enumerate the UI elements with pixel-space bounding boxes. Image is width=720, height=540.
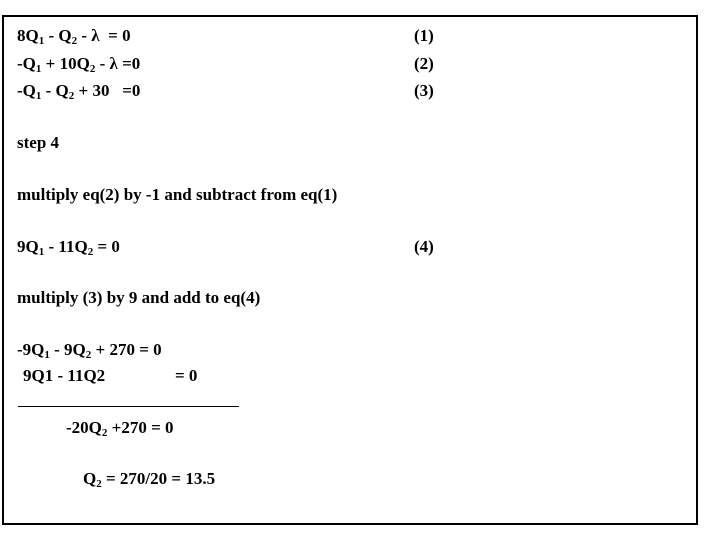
work-line-1: $-9Q_1 - 9Q_2 + 270 = 0$ (17, 340, 162, 361)
step-title: step 4 (17, 133, 60, 152)
work-line-2: 9Q1 - 11Q2 (23, 366, 106, 385)
equation-3-number: (3) (414, 81, 434, 100)
instruction-2: multiply (3) by 9 and add to eq(4) (17, 288, 261, 307)
result-line: $Q_2 = 270/20 = 13.5$ (83, 469, 216, 490)
equation-2-number: (2) (414, 54, 434, 73)
work-line-2-result: = 0 (175, 366, 198, 385)
instruction-1: multiply eq(2) by -1 and subtract from eq(1) (17, 185, 338, 204)
work-line-3: $-20Q_2 +270 = 0$ (66, 418, 174, 439)
equation-3: $-Q_1 - Q_2 + 30 =0$ (17, 81, 141, 102)
equation-4-number: (4) (414, 237, 434, 256)
equation-1: $8Q_1 - Q_2 - \lambda = 0$ (17, 26, 131, 47)
equation-4: $9Q_1 - 11Q_2 = 0$ (17, 237, 120, 258)
equation-2: $-Q_1 + 10Q_2 - \lambda =0$ (17, 54, 141, 75)
equation-1-number: (1) (414, 26, 434, 45)
sum-divider (18, 406, 239, 407)
